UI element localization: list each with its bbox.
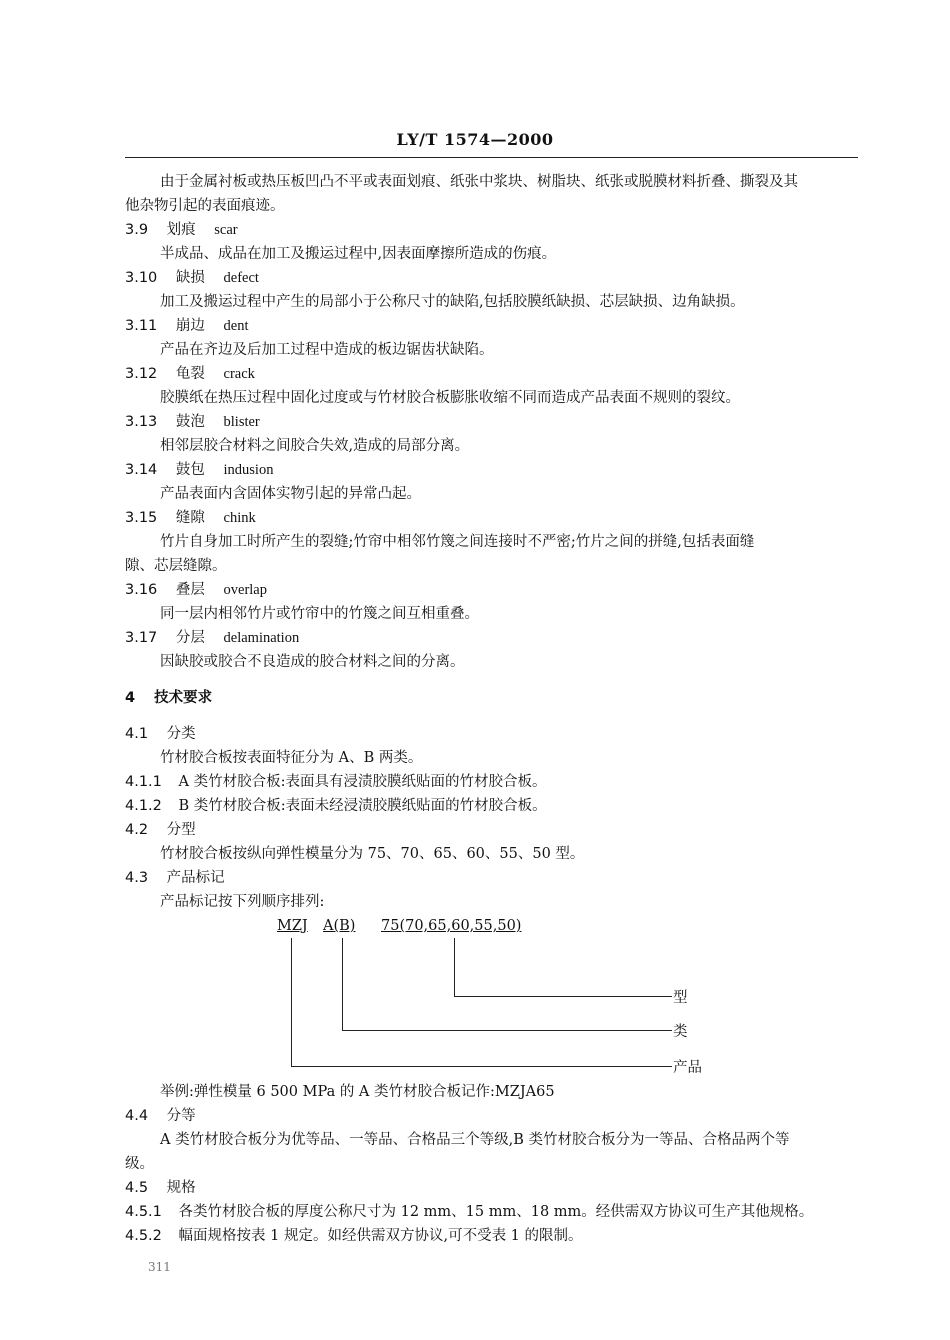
- clause-number: 4.5.1: [125, 1204, 162, 1220]
- page-number: 311: [148, 1260, 171, 1274]
- clause-number: 4.5: [125, 1180, 149, 1196]
- term-zh: 缺损: [175, 270, 205, 286]
- clause-4-2: [125, 820, 196, 840]
- section-title: 技术要求: [154, 689, 213, 706]
- clause-number: 4.2: [125, 822, 149, 838]
- term-en: dent: [223, 318, 249, 334]
- clause-number: 4.1: [125, 726, 149, 742]
- label-type: 型: [673, 990, 688, 1006]
- para-line: A 类竹材胶合板分为优等品、一等品、合格品三个等级,B 类竹材胶合板分为一等品、合格品两个等: [160, 1132, 790, 1148]
- code-mzj: MZJ: [277, 918, 308, 934]
- term-zh: 鼓泡: [175, 414, 205, 430]
- clause-title: 分等: [166, 1108, 196, 1124]
- clause-number: 3.12: [125, 366, 158, 382]
- clause-4-3: [125, 868, 225, 888]
- clause-number: 3.9: [125, 222, 149, 238]
- clause-4-5-2: [125, 1226, 583, 1246]
- connector-model-vertical: [454, 938, 455, 996]
- clause-number: 3.15: [125, 510, 158, 526]
- clause-number: 3.11: [125, 318, 158, 334]
- term-zh: 鼓包: [175, 462, 205, 478]
- clause-number: 3.14: [125, 462, 158, 478]
- connector-class-vertical: [342, 938, 343, 1030]
- term-en: delamination: [223, 630, 300, 646]
- definition: 加工及搬运过程中产生的局部小于公称尺寸的缺陷,包括胶膜纸缺损、芯层缺损、边角缺损。: [160, 294, 745, 310]
- term-en: defect: [223, 270, 259, 286]
- connector-product-horizontal: [291, 1066, 672, 1067]
- term-3-14: [125, 460, 273, 480]
- clause-number: 3.16: [125, 582, 158, 598]
- example-line: 举例:弹性模量 6 500 MPa 的 A 类竹材胶合板记作:MZJA65: [160, 1084, 555, 1100]
- clause-4-1-2: [125, 796, 547, 816]
- clause-number: 4: [125, 690, 136, 706]
- term-en: indusion: [223, 462, 274, 478]
- term-en: scar: [214, 222, 238, 238]
- term-3-10: [125, 268, 259, 288]
- term-3-16: [125, 580, 267, 600]
- definition: 胶膜纸在热压过程中固化过度或与竹材胶合板膨胀收缩不同而造成产品表面不规则的裂纹。: [160, 390, 740, 406]
- clause-number: 4.5.2: [125, 1228, 162, 1244]
- definition: 产品在齐边及后加工过程中造成的板边锯齿状缺陷。: [160, 342, 494, 358]
- connector-class-horizontal: [342, 1030, 672, 1031]
- para-line: 竹材胶合板按纵向弹性模量分为 75、70、65、60、55、50 型。: [160, 846, 585, 862]
- term-en: blister: [223, 414, 260, 430]
- term-zh: 分层: [175, 630, 205, 646]
- clause-number: 3.10: [125, 270, 158, 286]
- term-zh: 划痕: [166, 222, 196, 238]
- header-rule: [125, 157, 858, 158]
- clause-number: 4.3: [125, 870, 149, 886]
- para-line: 他杂物引起的表面痕迹。: [125, 198, 285, 214]
- term-zh: 龟裂: [175, 366, 205, 382]
- term-zh: 崩边: [175, 318, 205, 334]
- term-en: crack: [223, 366, 255, 382]
- term-3-11: [125, 316, 248, 336]
- definition: 同一层内相邻竹片或竹帘中的竹篾之间互相重叠。: [160, 606, 479, 622]
- para-line: 竹材胶合板按表面特征分为 A、B 两类。: [160, 750, 423, 766]
- clause-title: 分型: [166, 822, 196, 838]
- clause-number: 3.17: [125, 630, 158, 646]
- definition: 相邻层胶合材料之间胶合失效,造成的局部分离。: [160, 438, 470, 454]
- para-line: 级。: [125, 1156, 154, 1172]
- clause-4-4: [125, 1106, 196, 1126]
- definition: 因缺胶或胶合不良造成的胶合材料之间的分离。: [160, 654, 465, 670]
- term-zh: 叠层: [175, 582, 205, 598]
- clause-number: 4.1.1: [125, 774, 162, 790]
- definition: 隙、芯层缝隙。: [125, 558, 227, 574]
- definition: 竹片自身加工时所产生的裂缝;竹帘中相邻竹篾之间连接时不严密;竹片之间的拼缝,包括表面缝: [160, 534, 755, 550]
- term-en: chink: [223, 510, 256, 526]
- clause-title: 产品标记: [166, 870, 225, 886]
- clause-4-5: [125, 1178, 196, 1198]
- clause-title: 分类: [166, 726, 196, 742]
- label-class: 类: [673, 1024, 688, 1040]
- term-en: overlap: [223, 582, 267, 598]
- term-3-15: [125, 508, 256, 528]
- para-line: 产品标记按下列顺序排列:: [160, 894, 325, 910]
- clause-4-5-1: [125, 1202, 813, 1222]
- term-3-9: [125, 220, 238, 240]
- clause-title: 规格: [166, 1180, 196, 1196]
- clause-text: 幅面规格按表 1 规定。如经供需双方协议,可不受表 1 的限制。: [178, 1228, 583, 1244]
- connector-model-horizontal: [454, 996, 672, 997]
- label-product: 产品: [673, 1060, 702, 1076]
- clause-text: 各类竹材胶合板的厚度公称尺寸为 12 mm、15 mm、18 mm。经供需双方协议可生产其他规格。: [178, 1204, 814, 1220]
- term-3-17: [125, 628, 299, 648]
- definition: 半成品、成品在加工及搬运过程中,因表面摩擦所造成的伤痕。: [160, 246, 557, 262]
- term-zh: 缝隙: [175, 510, 205, 526]
- definition: 产品表面内含固体实物引起的异常凸起。: [160, 486, 421, 502]
- term-3-13: [125, 412, 260, 432]
- clause-4-1-1: [125, 772, 546, 792]
- section-heading-4: [125, 688, 212, 708]
- para-line: 由于金属衬板或热压板凹凸不平或表面划痕、纸张中浆块、树脂块、纸张或脱膜材料折叠、撕裂及其: [160, 174, 798, 190]
- clause-4-1: [125, 724, 196, 744]
- standard-code-header: LY/T 1574—2000: [396, 130, 554, 149]
- connector-product-vertical: [291, 938, 292, 1066]
- clause-number: 3.13: [125, 414, 158, 430]
- clause-text: A 类竹材胶合板:表面具有浸渍胶膜纸贴面的竹材胶合板。: [178, 774, 547, 790]
- term-3-12: [125, 364, 255, 384]
- clause-number: 4.4: [125, 1108, 149, 1124]
- clause-number: 4.1.2: [125, 798, 162, 814]
- code-model: 75(70,65,60,55,50): [381, 918, 522, 934]
- code-class: A(B): [323, 918, 356, 934]
- clause-text: B 类竹材胶合板:表面未经浸渍胶膜纸贴面的竹材胶合板。: [178, 798, 547, 814]
